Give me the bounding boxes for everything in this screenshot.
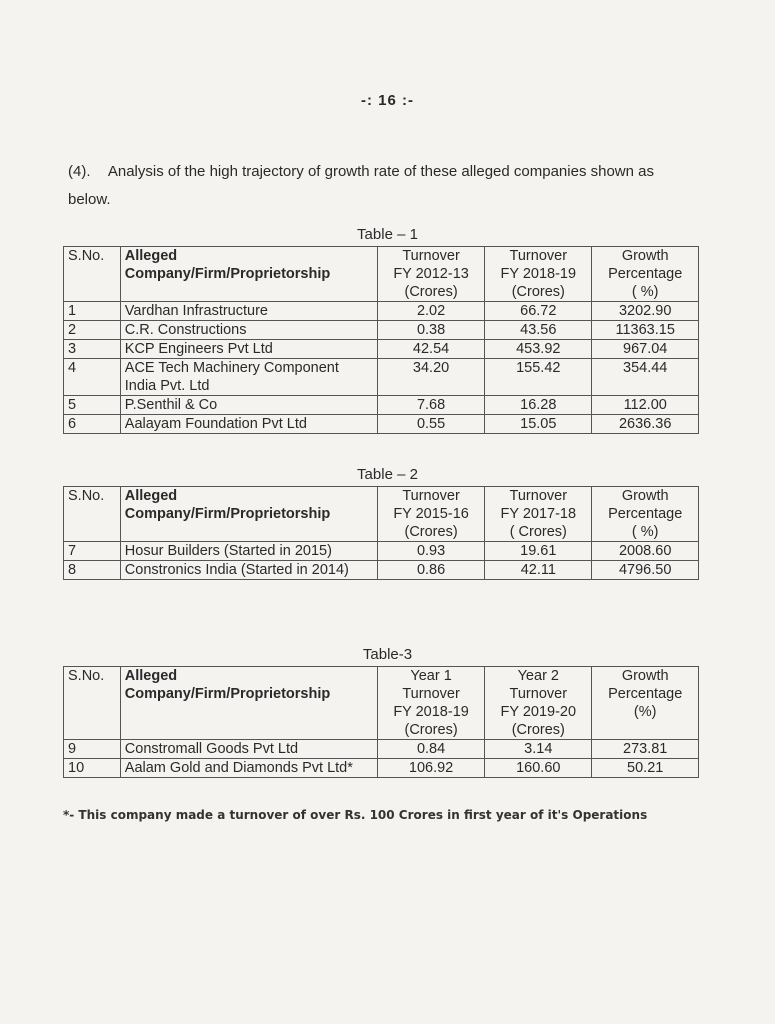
header-turnover-2-line: Turnover	[509, 248, 568, 264]
cell-turnover-2: 15.05	[485, 415, 592, 434]
intro-paragraph	[68, 158, 688, 214]
cell-sno: 10	[64, 759, 121, 778]
header-turnover-1-line: FY 2018-19	[393, 704, 469, 720]
table-3-title: Table-3	[362, 646, 413, 663]
header-company-line: Alleged	[124, 248, 178, 264]
header-turnover-2	[485, 667, 592, 740]
table-header-row	[64, 667, 699, 740]
cell-turnover-1: 0.93	[377, 542, 484, 561]
table-header-row	[64, 487, 699, 542]
header-company-line: Company/Firm/Proprietorship	[124, 506, 331, 522]
cell-company: ACE Tech Machinery Component India Pvt. Ltd	[120, 359, 377, 396]
cell-company: Aalam Gold and Diamonds Pvt Ltd*	[120, 759, 377, 778]
header-turnover-2-line: FY 2019-20	[500, 704, 577, 720]
table-1	[63, 246, 699, 434]
table-3	[63, 666, 699, 778]
cell-sno: 9	[64, 740, 121, 759]
header-sno: S.No.	[64, 667, 121, 740]
header-turnover-2	[485, 247, 592, 302]
header-company-line: Company/Firm/Proprietorship	[124, 266, 331, 282]
header-turnover-1	[377, 487, 484, 542]
cell-turnover-1: 0.84	[377, 740, 484, 759]
cell-turnover-2: 43.56	[485, 321, 592, 340]
cell-turnover-1: 2.02	[377, 302, 484, 321]
cell-turnover-2: 453.92	[485, 340, 592, 359]
cell-sno: 3	[64, 340, 121, 359]
cell-turnover-2: 3.14	[485, 740, 592, 759]
cell-sno: 7	[64, 542, 121, 561]
cell-turnover-1: 42.54	[377, 340, 484, 359]
cell-sno: 1	[64, 302, 121, 321]
header-turnover-2	[485, 487, 592, 542]
header-turnover-2-line: (Crores)	[511, 722, 565, 738]
header-sno: S.No.	[64, 487, 121, 542]
cell-turnover-1: 0.86	[377, 561, 484, 580]
cell-turnover-2: 66.72	[485, 302, 592, 321]
header-turnover-1-line: (Crores)	[404, 284, 458, 300]
header-company	[120, 487, 377, 542]
cell-sno: 5	[64, 396, 121, 415]
cell-company: Constromall Goods Pvt Ltd	[120, 740, 377, 759]
table-row	[64, 542, 699, 561]
header-turnover-1-line: (Crores)	[404, 722, 458, 738]
cell-sno: 4	[64, 359, 121, 396]
cell-growth: 4796.50	[592, 561, 699, 580]
cell-sno: 6	[64, 415, 121, 434]
cell-growth: 50.21	[592, 759, 699, 778]
table-row	[64, 359, 699, 396]
paragraph-text: Analysis of the high trajectory of growth rate of these alleged companies shown as below.	[68, 163, 654, 208]
header-growth-line: Percentage	[608, 266, 683, 282]
cell-sno: 2	[64, 321, 121, 340]
header-turnover-1-line: FY 2012-13	[393, 266, 469, 282]
header-turnover-2-line: Turnover	[509, 488, 568, 504]
header-growth-line: Percentage	[608, 686, 683, 702]
footnote: *- This company made a turnover of over Rs. 100 Crores in first year of it's Operations	[63, 808, 648, 822]
table-2-title: Table – 2	[357, 466, 418, 483]
cell-growth: 2008.60	[592, 542, 699, 561]
cell-growth: 112.00	[592, 396, 699, 415]
page-number: -: 16 :-	[361, 92, 414, 109]
cell-turnover-2: 160.60	[485, 759, 592, 778]
paragraph-number: (4).	[68, 163, 91, 180]
header-turnover-1-line: (Crores)	[404, 524, 458, 540]
header-turnover-1-line: Turnover	[402, 488, 460, 504]
header-growth-line: (%)	[633, 704, 657, 720]
cell-growth: 273.81	[592, 740, 699, 759]
table-row	[64, 321, 699, 340]
cell-growth: 11363.15	[592, 321, 699, 340]
header-growth	[592, 247, 699, 302]
header-turnover-2-line: (Crores)	[511, 284, 565, 300]
cell-turnover-1: 106.92	[377, 759, 484, 778]
cell-growth: 354.44	[592, 359, 699, 396]
table-row	[64, 340, 699, 359]
header-turnover-2-line: FY 2017-18	[500, 506, 577, 522]
header-growth-line: ( %)	[631, 524, 659, 540]
table-row	[64, 740, 699, 759]
cell-growth: 967.04	[592, 340, 699, 359]
header-turnover-1	[377, 247, 484, 302]
header-company	[120, 247, 377, 302]
table-row	[64, 415, 699, 434]
table-1-title: Table – 1	[357, 226, 418, 243]
cell-company: P.Senthil & Co	[120, 396, 377, 415]
header-company-line: Alleged	[124, 668, 178, 684]
cell-turnover-2: 42.11	[485, 561, 592, 580]
header-turnover-1-line: FY 2015-16	[393, 506, 469, 522]
header-growth-line: Growth	[621, 488, 669, 504]
cell-company: Aalayam Foundation Pvt Ltd	[120, 415, 377, 434]
table-row	[64, 302, 699, 321]
cell-turnover-1: 0.38	[377, 321, 484, 340]
header-growth-line: ( %)	[631, 284, 659, 300]
cell-company: C.R. Constructions	[120, 321, 377, 340]
table-header-row	[64, 247, 699, 302]
table-row	[64, 759, 699, 778]
cell-company: Vardhan Infrastructure	[120, 302, 377, 321]
cell-company: Hosur Builders (Started in 2015)	[120, 542, 377, 561]
header-growth-line: Growth	[621, 248, 669, 264]
cell-growth: 2636.36	[592, 415, 699, 434]
header-sno: S.No.	[64, 247, 121, 302]
header-company-line: Company/Firm/Proprietorship	[124, 686, 331, 702]
header-turnover-2-line: ( Crores)	[509, 524, 567, 540]
table-2	[63, 486, 699, 580]
header-company	[120, 667, 377, 740]
header-turnover-1-line: Turnover	[402, 248, 460, 264]
cell-turnover-2: 19.61	[485, 542, 592, 561]
header-turnover-1	[377, 667, 484, 740]
header-growth	[592, 667, 699, 740]
cell-growth: 3202.90	[592, 302, 699, 321]
header-turnover-1-line: Turnover	[402, 686, 460, 702]
cell-turnover-1: 7.68	[377, 396, 484, 415]
cell-turnover-1: 0.55	[377, 415, 484, 434]
cell-sno: 8	[64, 561, 121, 580]
table-row	[64, 396, 699, 415]
header-turnover-2-line: Turnover	[509, 686, 568, 702]
cell-turnover-1: 34.20	[377, 359, 484, 396]
header-turnover-1-line: Year 1	[410, 668, 452, 684]
header-company-line: Alleged	[124, 488, 178, 504]
header-growth-line: Growth	[621, 668, 669, 684]
cell-company: KCP Engineers Pvt Ltd	[120, 340, 377, 359]
header-growth-line: Percentage	[608, 506, 683, 522]
header-growth	[592, 487, 699, 542]
cell-turnover-2: 16.28	[485, 396, 592, 415]
table-row	[64, 561, 699, 580]
header-turnover-2-line: FY 2018-19	[500, 266, 577, 282]
cell-turnover-2: 155.42	[485, 359, 592, 396]
header-turnover-2-line: Year 2	[517, 668, 559, 684]
cell-company: Constronics India (Started in 2014)	[120, 561, 377, 580]
